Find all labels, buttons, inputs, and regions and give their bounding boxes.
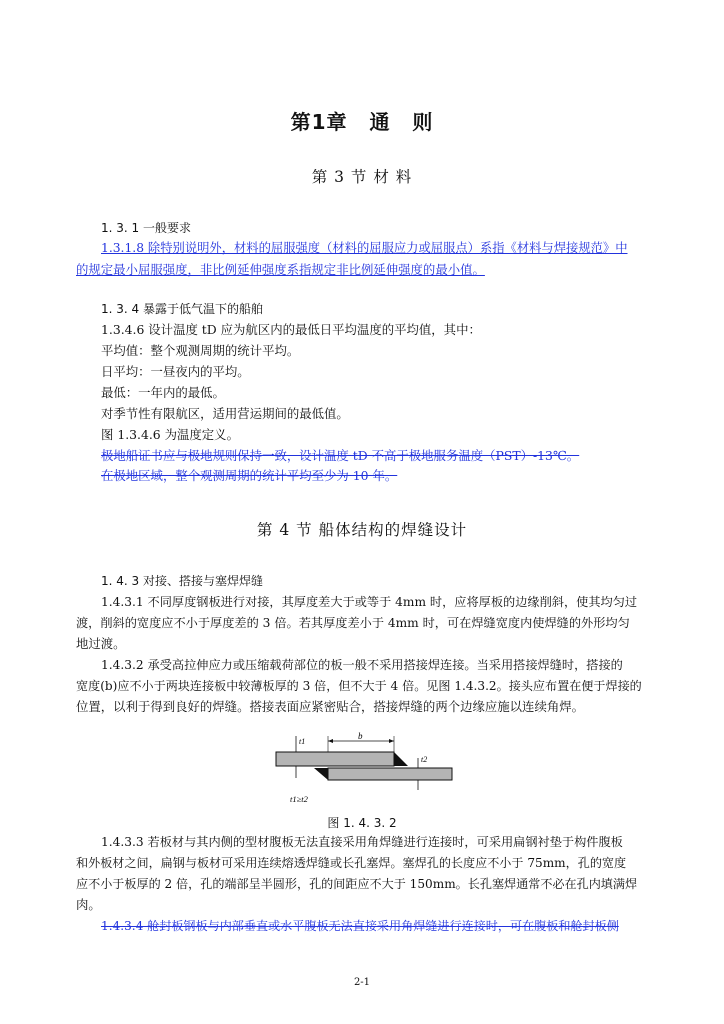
para-1-3-4-6-line-2: 平均值：整个观测周期的统计平均。	[101, 343, 300, 358]
para-1-4-3-3-line-4: 肉。	[76, 897, 101, 912]
fillet-weld-left	[314, 768, 328, 780]
b-arrow-left	[328, 739, 333, 743]
label-t2: t2	[421, 755, 428, 764]
para-1-4-3-3-line-3: 应不小于板厚的 2 倍，孔的端部呈半圆形，孔的间距应不大于 150mm。长孔塞焊通常不必在孔内填满焊	[76, 877, 638, 891]
para-1-4-3-1-line-2: 渡，削斜的宽度应不小于厚度差的 3 倍。若其厚度差小于 4mm 时，可在焊缝宽度内使焊缝的外形均匀	[76, 616, 630, 630]
chapter-title: 第1章 通 则	[290, 110, 434, 134]
para-1-3-4-6-line-5: 对季节性有限航区，适用营运期间的最低值。	[101, 406, 349, 421]
page-number: 2-1	[353, 977, 371, 988]
lower-plate	[328, 768, 452, 780]
lap-joint-figure	[268, 732, 460, 810]
para-1-3-4-6-line-1: 1.3.4.6 设计温度 tD 应为航区内的最低日平均温度的平均值，其中：	[101, 322, 481, 337]
fillet-weld-right	[394, 752, 408, 766]
para-1-3-1-8-line-1: 1.3.1.8 除特别说明外，材料的屈服强度（材料的屈服应力或屈服点）系指《材料与焊接规范》中	[101, 241, 628, 255]
para-1-3-4-6-line-4: 最低：一年内的最低。	[101, 385, 225, 400]
heading-1-3-1: 1. 3. 1 一般要求	[101, 221, 191, 235]
para-1-4-3-3-line-2: 和外板材之间，扁钢与板材可采用连续熔透焊缝或长孔塞焊。塞焊孔的长度应不小于 75mm，孔的宽度	[76, 856, 627, 870]
para-1-3-1-8-line-2: 的规定最小屈服强度，非比例延伸强度系指规定非比例延伸强度的最小值。	[76, 262, 485, 277]
para-1-4-3-1-line-1: 1.4.3.1 不同厚度钢板进行对接，其厚度差大于或等于 4mm 时，应将厚板的边缘削斜，使其均匀过	[101, 595, 638, 609]
section-4-title: 第 4 节 船体结构的焊缝设计	[256, 521, 468, 539]
upper-plate	[276, 752, 394, 766]
struck-para-1-4-3-4: 1.4.3.4 舱封板钢板与内部垂直或水平腹板无法直接采用角焊缝进行连接时，可在腹板和舱封板侧	[101, 919, 619, 933]
para-1-4-3-2-line-3: 位置，以利于得到良好的焊缝。搭接表面应紧密贴合，搭接焊缝的两个边缘应施以连续角焊。	[76, 699, 585, 714]
label-t1: t1	[299, 737, 306, 746]
section-3-title: 第 3 节 材 料	[311, 168, 413, 186]
para-1-4-3-2-line-1: 1.4.3.2 承受高拉伸应力或压缩载荷部位的板一般不采用搭接焊连接。当采用搭接焊缝时，搭接的	[101, 658, 623, 672]
para-1-4-3-3-line-1: 1.4.3.3 若板材与其内侧的型材腹板无法直接采用角焊缝进行连接时，可采用扁钢衬垫于构件腹板	[101, 835, 623, 849]
label-b: b	[358, 732, 363, 741]
heading-1-4-3: 1. 4. 3 对接、搭接与塞焊焊缝	[101, 574, 263, 588]
struck-line-2: 在极地区域，整个观测周期的统计平均至少为 10 年。	[101, 468, 398, 483]
label-condition: t1≥t2	[290, 794, 308, 804]
para-1-3-4-6-line-3: 日平均：一昼夜内的平均。	[101, 364, 250, 379]
para-1-4-3-1-line-3: 地过渡。	[76, 636, 126, 651]
para-1-3-4-6-line-6: 图 1.3.4.6 为温度定义。	[101, 427, 239, 442]
para-1-4-3-2-line-2: 宽度(b)应不小于两块连接板中较薄板厚的 3 倍，但不大于 4 倍。见图 1.4.3.2。接头应布置在便于焊接的	[76, 679, 642, 693]
b-arrow-right	[389, 739, 394, 743]
figure-caption: 图 1. 4. 3. 2	[327, 816, 397, 830]
struck-line-1: 极地船证书应与极地规则保持一致，设计温度 tD 不高于极地服务温度（PST）-13℃。	[101, 448, 580, 463]
heading-1-3-4: 1. 3. 4 暴露于低气温下的船舶	[101, 302, 263, 316]
